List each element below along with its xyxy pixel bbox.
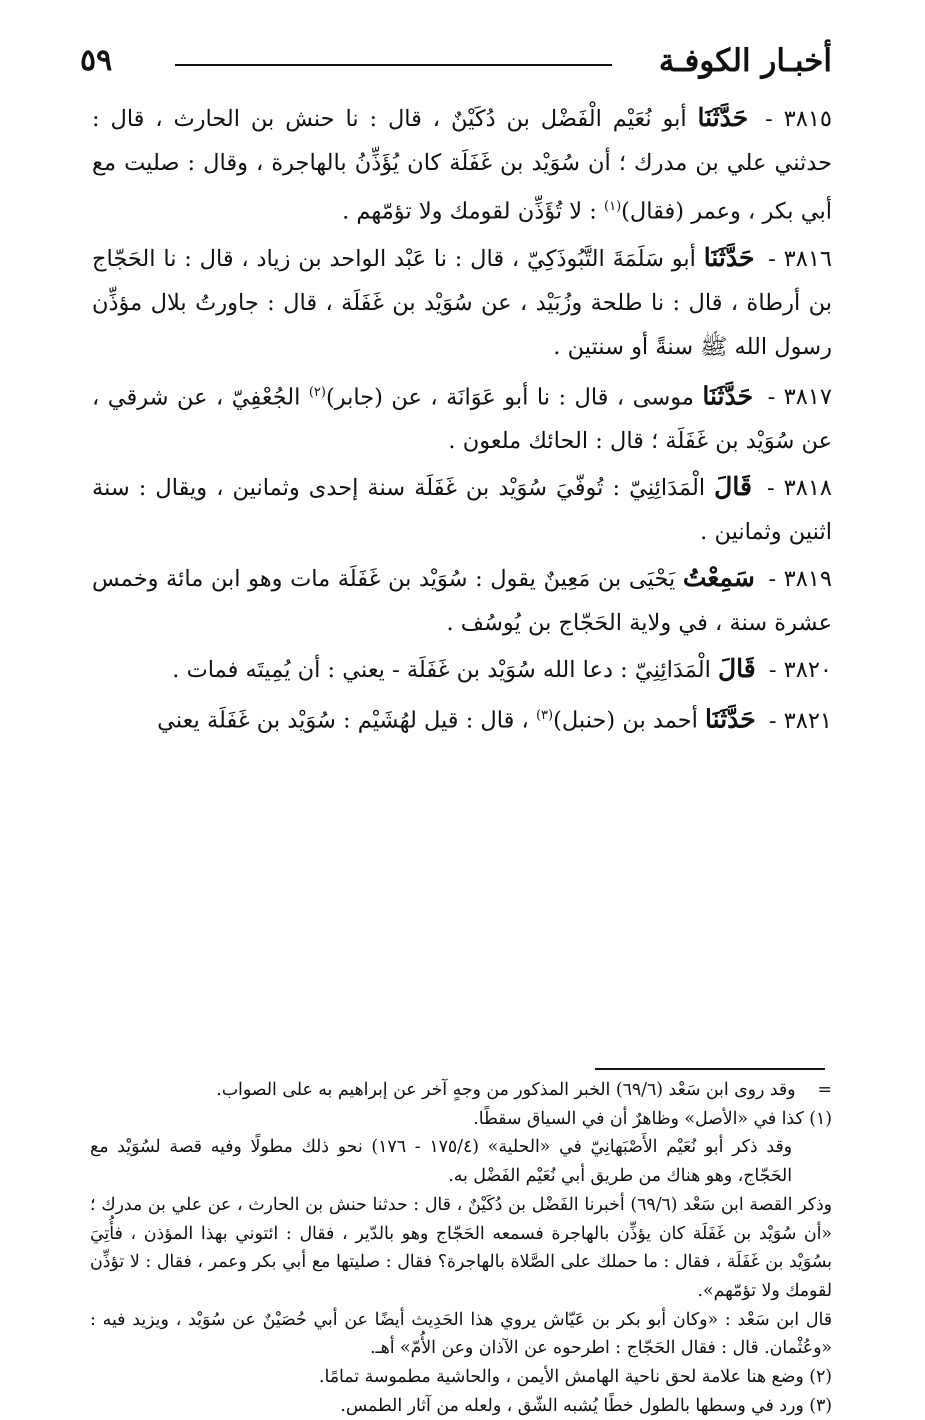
footnote-1-paragraph <box>90 1191 832 1306</box>
entry-3817 <box>92 371 832 464</box>
entry-3818 <box>92 465 832 554</box>
entry-text-after: الجُعْفِيّ ، عن شرقي ، عن سُوَيْد بن غَفَلَة ؛ قال : الحائك ملعون . <box>92 384 832 454</box>
entry-text: الْمَدَائِنِيّ : دعا الله سُوَيْد بن غَفَلَة - يعني : أن يُمِيتَه فمات . <box>172 657 711 683</box>
entry-text: أبو سَلَمَةَ التَّبُوذَكِيّ ، قال : نا عَبْد الواحد بن زياد ، قال : نا الحَجّاج بن أرطاة ، قال : نا طلحة وزُبَيْد ، عن سُوَيْد بن غَفَلَة ، قال : جاورتُ بلال مؤذِّن رسول الله ﷺ سنةً أو سنتين . <box>92 245 832 360</box>
header-rule <box>175 64 612 66</box>
entry-lead-word: حَدَّثَنَا <box>697 103 749 132</box>
entry-number: ٣٨٢١ - <box>768 707 832 734</box>
entry-3815 <box>92 96 832 234</box>
footnote-ref: (٣) <box>535 708 554 723</box>
footnote-continuation <box>90 1076 832 1105</box>
entry-number: ٣٨٢٠ - <box>768 657 832 683</box>
footnote-marker: (٢) <box>809 1367 832 1388</box>
entry-3821 <box>92 694 832 743</box>
footnote-text: وقد ذكر أبو نُعَيْم الأَصْبَهانِيّ في «الحلية» (١٧٥/٤ - ١٧٦) نحو ذلك مطولًا وفيه قصة لسُوَيْد مع الحَجّاج، وهو هناك من طريق أبي نُعَيْم الفَضْل به. <box>90 1137 792 1187</box>
footnote-1 <box>90 1105 832 1134</box>
entry-text: يَحْيَى بن مَعِينٌ يقول : سُوَيْد بن غَفَلَة مات وهو ابن مائة وخمس عشرة سنة ، في ولاية الحَجّاج بن يُوسُف . <box>92 566 832 636</box>
entry-lead-word: قَالَ <box>718 654 756 683</box>
entry-text: أحمد بن (حنبل) <box>553 707 698 734</box>
footnote-text: ورد في وسطها بالطول خطًا يُشبه الشّق ، ولعله من آثار الطمس. <box>340 1395 804 1416</box>
footnote-text: وقد روى ابن سَعْد (٦٩/٦) الخبر المذكور من وجهٍ آخر عن إبراهيم به على الصواب. <box>216 1080 796 1100</box>
entry-text: أبو نُعَيْم الْفَضْل بن دُكَيْنٌ ، قال : نا حنش بن الحارث ، قال : حدثني علي بن مدرك ؛ أن سُوَيْد بن غَفَلَة كان يُؤَذِّنُ بالهاجرة ، وقال : صليت مع أبي بكر ، وعمر (فقال) <box>92 106 832 225</box>
footnotes <box>90 1076 832 1420</box>
footnote-text: قال ابن سَعْد : «وكان أبو بكر بن عَيّاش يروي هذا الحَدِيث أيضًا عن أبي حُصَيْنٌ عن سُوَيْد ، ويزيد فيه : «وعُثْمان. قال : فقال الحَجّاج : اطرحوه عن الآذان وعن الأُمّ» أهـ. <box>90 1309 832 1359</box>
footnote-marker: = <box>817 1080 832 1100</box>
footnote-text: وذكر القصة ابن سَعْد (٦٩/٦) أخبرنا الفَضْل بن دُكَيْنٌ ، قال : حدثنا حنش بن الحارث ، عن علي بن مدرك ؛ «أن سُوَيْد بن غَفَلَة كان يؤذِّن بالهاجرة فسمعه الحَجّاج وهو بالدّير ، فقال : ائتوني بهذا المؤذن ، فأُتِيَ بسُوَيْد بن غَفَلَة ، فقال : ما حملك على الصَّلاة بالهاجرة؟ فقال : صليتها مع أبي بكر وعمر ، فقال : لا تؤذِّن لقومك ولا تؤمّهم». <box>90 1194 833 1301</box>
entry-number: ٣٨١٨ - <box>766 475 832 501</box>
entry-lead-word: قَالَ <box>714 472 752 501</box>
page-header <box>80 36 832 86</box>
footnote-ref: (١) <box>604 199 622 214</box>
entry-number: ٣٨١٧ - <box>767 384 832 410</box>
main-text <box>92 96 832 745</box>
footnote-1-paragraph <box>90 1133 832 1190</box>
footnote-ref: (٢) <box>308 384 326 400</box>
entry-text-after: : لا تُؤَذِّن لقومك ولا تؤمّهم . <box>342 198 597 225</box>
entry-number: ٣٨١٦ - <box>768 245 832 272</box>
entry-text: موسى ، قال : نا أبو عَوَانَة ، عن (جابر) <box>325 384 694 410</box>
entry-number: ٣٨١٩ - <box>768 566 832 592</box>
footnote-divider <box>595 1068 825 1070</box>
entry-number: ٣٨١٥ - <box>765 106 832 132</box>
running-title: أخبـار الكوفـة <box>658 43 832 79</box>
footnote-text: كذا في «الأصل» وظاهرٌ أن في السياق سقطًا. <box>473 1108 804 1129</box>
footnote-2 <box>90 1363 832 1392</box>
footnote-1-paragraph <box>90 1306 832 1363</box>
entry-3816 <box>92 236 832 369</box>
entry-3819 <box>92 556 832 645</box>
entry-text-after: ، قال : قيل لهُشَيْم : سُوَيْد بن غَفَلَة يعني <box>157 707 529 734</box>
page-number: ٥٩ <box>80 43 113 78</box>
entry-text: الْمَدَائِنِيّ : تُوفّيَ سُوَيْد بن غَفَلَة سنة إحدى وثمانين ، ويقال : سنة اثنين وثمانين . <box>92 475 832 545</box>
entry-lead-word: سَمِعْتُ <box>682 563 755 592</box>
footnote-marker: (٣) <box>809 1395 832 1416</box>
footnote-3 <box>90 1392 832 1420</box>
entry-3820 <box>92 647 832 692</box>
entry-lead-word: حَدَّثَنَا <box>703 242 755 272</box>
entry-lead-word: حَدَّثَنَا <box>702 381 754 410</box>
entry-lead-word: حَدَّثَنَا <box>705 704 756 734</box>
footnote-marker: (١) <box>809 1108 832 1129</box>
footnote-text: وضع هنا علامة لحق ناحية الهامش الأيمن ، والحاشية مطموسة تمامًا. <box>319 1367 804 1388</box>
